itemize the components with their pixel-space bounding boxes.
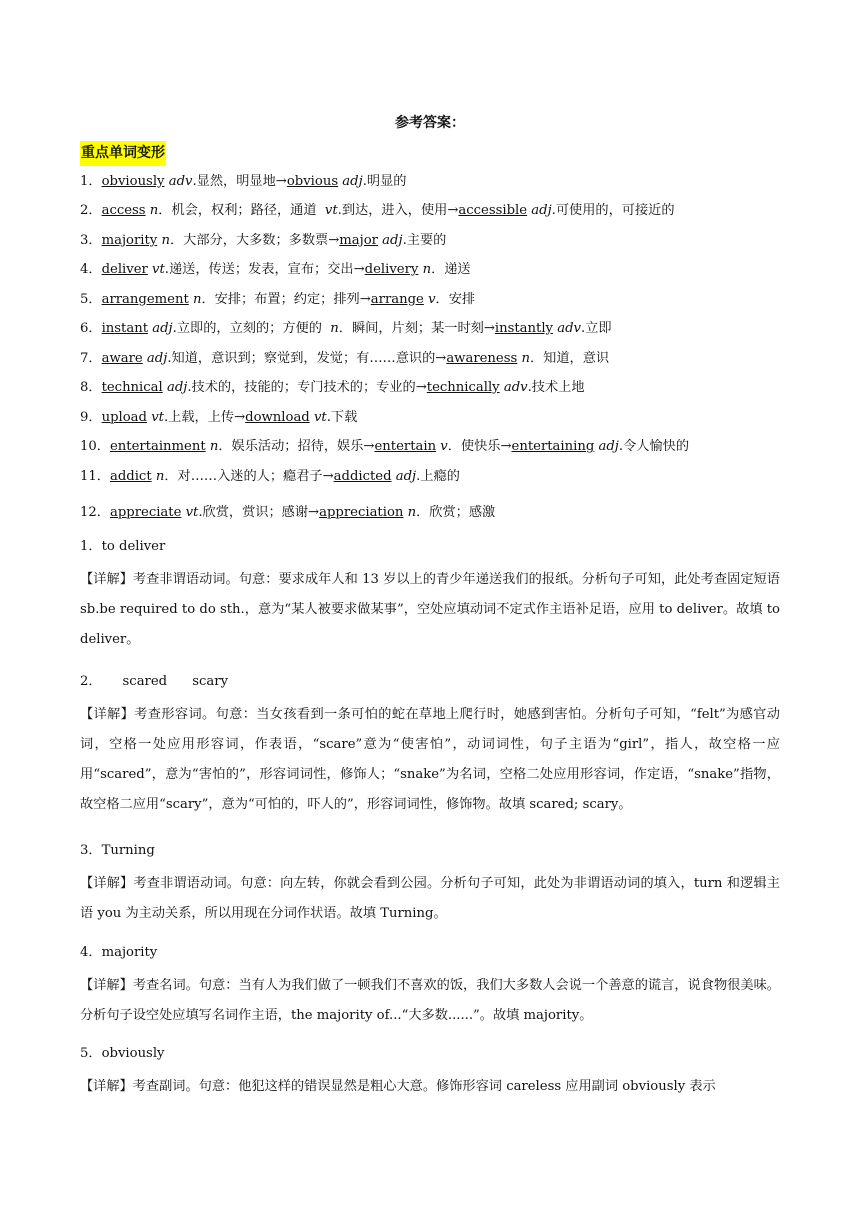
derived-word: delivery [364, 262, 419, 277]
pos: n [149, 203, 159, 218]
headword: access [101, 203, 146, 218]
vocab-item [80, 173, 792, 191]
answer-label: 2． scared scary [80, 674, 229, 689]
headword: majority [101, 233, 158, 248]
item-number: 11． [80, 469, 110, 484]
pos: vt [313, 410, 327, 425]
headword: arrangement [101, 292, 189, 307]
definition: .下载 [326, 410, 358, 425]
item-number: 4． [80, 262, 102, 277]
item-number: 2． [80, 203, 102, 218]
headword: upload [101, 410, 147, 425]
derived-word: download [245, 410, 310, 425]
derived-word: obvious [286, 174, 339, 189]
definition: .显然，明显地→ [192, 174, 287, 189]
definition: ．瞬间，片刻；某一时刻→ [338, 321, 495, 336]
pos: adj [395, 469, 417, 484]
vocab-item [80, 232, 792, 250]
definition: .知道，意识到；察觉到，发觉；有……意识的→ [167, 351, 447, 366]
definition: ．机会，权利；路径，通道 [158, 203, 325, 218]
definition: .明显的 [362, 174, 407, 189]
item-number: 8． [80, 380, 102, 395]
section-heading: 重点单词变形 [80, 141, 166, 166]
pos: n [422, 262, 432, 277]
pos: adj [146, 351, 168, 366]
definition: .技术上地 [527, 380, 585, 395]
headword: entertainment [109, 439, 206, 454]
item-number: 7． [80, 351, 102, 366]
headword: instant [101, 321, 149, 336]
definition: ．欣赏；感激 [416, 505, 496, 520]
pos: adj [598, 439, 619, 454]
item-number: 5． [80, 292, 102, 307]
pos: adj [382, 233, 403, 248]
derived-word: accessible [458, 203, 528, 218]
definition: .立即的，立刻的；方便的 [172, 321, 331, 336]
derived-word: entertain [374, 439, 437, 454]
answer-label: 5．obviously [80, 1046, 165, 1061]
pos: n [155, 469, 165, 484]
page-title: 参考答案： [395, 115, 465, 131]
definition: .到达，进入，使用→ [337, 203, 459, 218]
pos: vt [152, 262, 165, 277]
item-number: 1． [80, 174, 102, 189]
pos: adj [166, 380, 188, 395]
definition: ．递送 [431, 262, 471, 277]
derived-word: major [339, 233, 378, 248]
vocab-item [80, 350, 792, 368]
pos: n [161, 233, 170, 248]
definition: ．知道，意识 [529, 351, 610, 366]
headword: obviously [101, 174, 165, 189]
vocab-item [80, 261, 792, 279]
vocab-item [80, 320, 792, 338]
vocab-item [80, 379, 792, 397]
vocab-item [80, 409, 792, 427]
pos: vt [324, 203, 338, 218]
item-number: 6． [80, 321, 102, 336]
definition: .可使用的，可接近的 [551, 203, 675, 218]
derived-word: instantly [494, 321, 553, 336]
item-number: 9． [80, 410, 102, 425]
answer-label: 3．Turning [80, 843, 155, 858]
derived-word: entertaining [511, 439, 595, 454]
pos: n [521, 351, 530, 366]
pos: n [407, 505, 417, 520]
item-number: 3． [80, 233, 102, 248]
headword: appreciate [109, 505, 182, 520]
definition: .主要的 [402, 233, 447, 248]
derived-word: arrange [370, 292, 424, 307]
definition: ．娱乐活动；招待，娱乐→ [218, 439, 375, 454]
definition: .技术的，技能的；专门技术的；专业的→ [187, 380, 427, 395]
derived-word: awareness [446, 351, 518, 366]
definition: .欣赏，赏识；感谢→ [198, 505, 320, 520]
definition: ．安排；布置；约定；排列→ [201, 292, 371, 307]
answer-detail: 【详解】考查副词。句意：他犯这样的错误显然是粗心大意。修饰形容词 careless 应用副词 obviously 表示 [80, 1079, 716, 1094]
pos: n [330, 321, 339, 336]
vocab-item [80, 202, 792, 220]
headword: addict [109, 469, 152, 484]
answer-detail: 【详解】考查非谓语动词。句意：要求成年人和 13 岁以上的青少年递送我们的报纸。分析句子可知，此处考查固定短语 sb.be required to do sth.，意为“某人被要求做某事”，空处应填动词不定式作主语补足语，应用 to deliver。故填 to deliver。 [80, 572, 780, 647]
headword: technical [101, 380, 163, 395]
definition: .上载，上传→ [163, 410, 246, 425]
definition: ．对……入迷的人；瘾君子→ [164, 469, 334, 484]
pos: adj [342, 174, 363, 189]
pos: n [192, 292, 202, 307]
vocab-item [80, 504, 792, 522]
definition: ．大部分，大多数；多数票→ [169, 233, 340, 248]
headword: aware [101, 351, 143, 366]
answer-detail: 【详解】考查形容词。句意：当女孩看到一条可怕的蛇在草地上爬行时，她感到害怕。分析句子可知，“felt”为感官动词，空格一处应用形容词，作表语，“scare”意为“使害怕”，动词词性，句子主语为“girl”，指人，故空格一应用“scared”，意为“害怕的”，形容词词性，修饰人；“snake”为名词，空格二处应用形容词，作定语，“snake”指物，故空格二应用“scary”，意为“可怕的，吓人的”，形容词词性，修饰物。故填 scared; scary。 [80, 707, 780, 812]
answer-label: 4．majority [80, 945, 158, 960]
definition: .递送，传送；发表，宣布；交出→ [164, 262, 365, 277]
vocab-item [80, 468, 792, 486]
definition: .立即 [580, 321, 612, 336]
pos: adv [557, 321, 581, 336]
pos: adv [503, 380, 528, 395]
item-number: 10． [80, 439, 110, 454]
definition: ．安排 [435, 292, 476, 307]
pos: n [209, 439, 219, 454]
pos: adj [152, 321, 173, 336]
derived-word: appreciation [319, 505, 404, 520]
vocab-item [80, 438, 792, 456]
definition: .令人愉快的 [618, 439, 690, 454]
derived-word: addicted [333, 469, 392, 484]
headword: deliver [101, 262, 148, 277]
pos: v [440, 439, 448, 454]
pos: vt [185, 505, 199, 520]
definition: .上瘾的 [416, 469, 460, 484]
pos: adj [531, 203, 552, 218]
item-number: 12． [80, 505, 110, 520]
pos: adv [168, 174, 193, 189]
vocab-item [80, 291, 792, 309]
definition: ．使快乐→ [447, 439, 512, 454]
pos: vt [151, 410, 164, 425]
answer-label: 1．to deliver [80, 539, 166, 554]
pos: v [428, 292, 436, 307]
answer-detail: 【详解】考查非谓语动词。句意：向左转，你就会看到公园。分析句子可知，此处为非谓语动词的填入，turn 和逻辑主语 you 为主动关系，所以用现在分词作状语。故填 Turning。 [80, 876, 780, 921]
answer-detail: 【详解】考查名词。句意：当有人为我们做了一顿我们不喜欢的饭，我们大多数人会说一个善意的谎言，说食物很美味。分析句子设空处应填写名词作主语，the majority of...“大多数......”。故填 majority。 [80, 978, 780, 1023]
derived-word: technically [426, 380, 500, 395]
